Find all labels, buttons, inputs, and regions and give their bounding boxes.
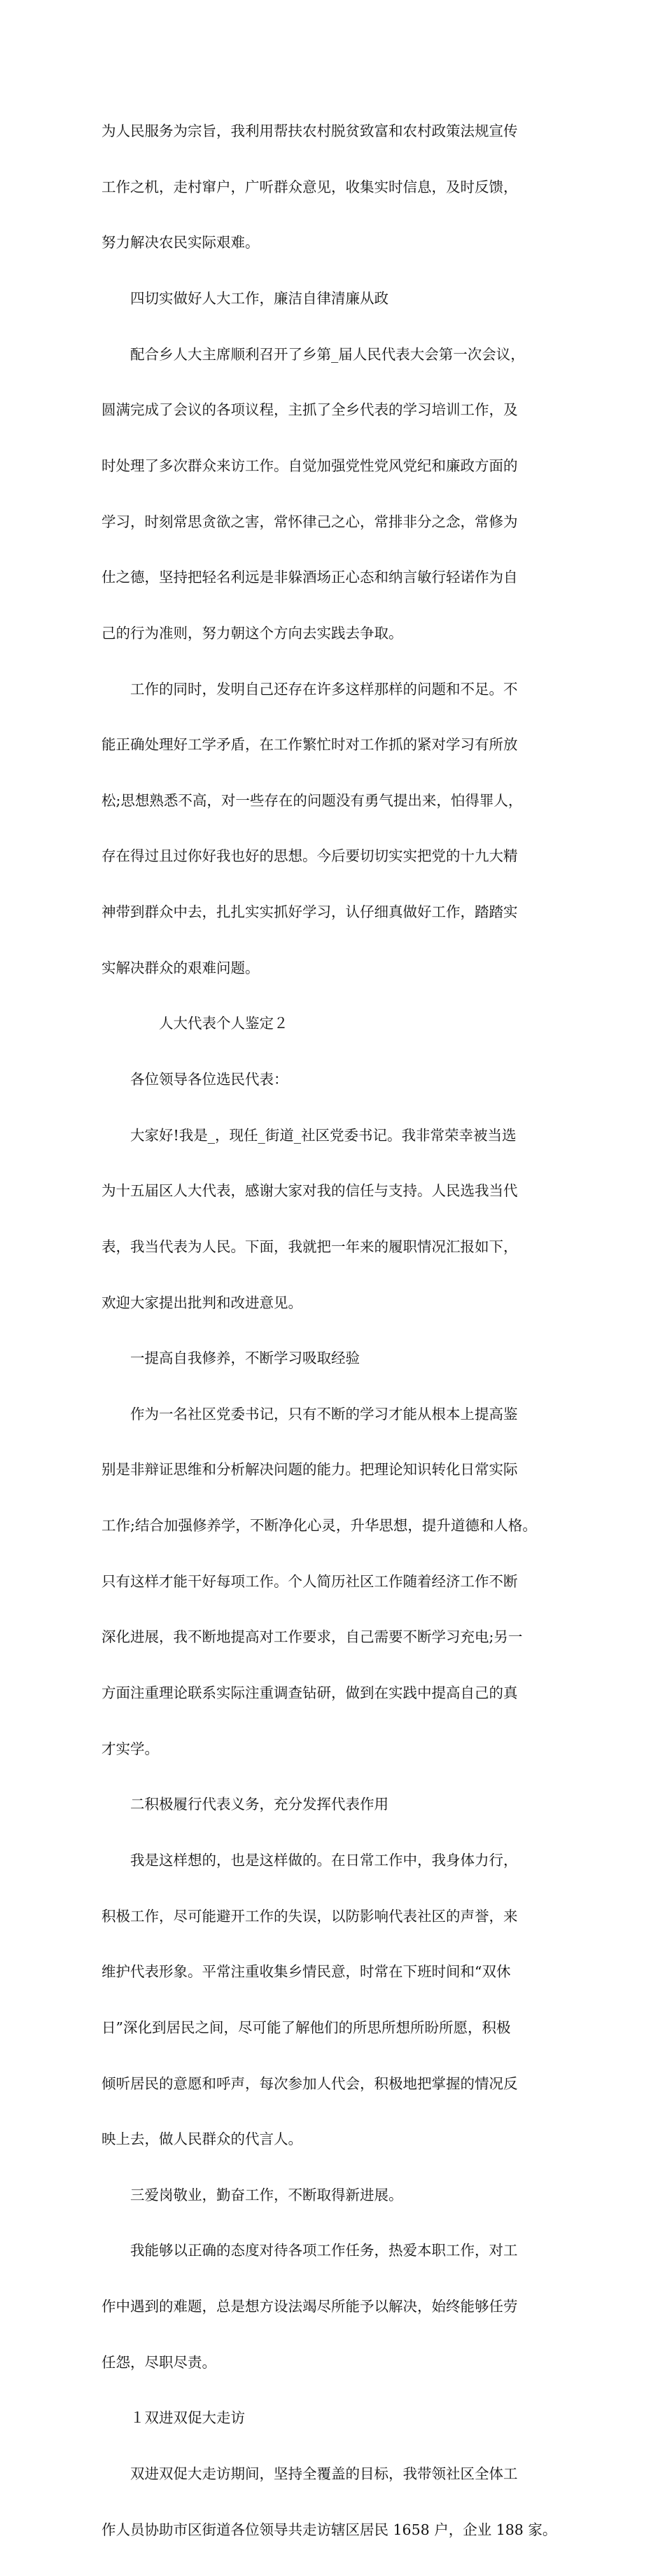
text-line: 作为一名社区党委书记，只有不断的学习才能从根本上提高鉴 [102, 1405, 518, 1422]
text-line: 表，我当代表为人民。下面，我就把一年来的履职情况汇报如下， [102, 1238, 518, 1255]
document-body [102, 85, 576, 2576]
text-line: 映上去，做人民群众的代言人。 [102, 2131, 302, 2148]
section-heading: １双进双促大走访 [102, 2409, 245, 2427]
text-line: 工作的同时，发明自己还存在许多这样那样的问题和不足。不 [102, 680, 518, 698]
document-title: 人大代表个人鉴定２ [102, 1015, 288, 1032]
text-line: 时处理了多次群众来访工作。自觉加强党性党风党纪和廉政方面的 [102, 457, 518, 474]
section-heading: 四切实做好人大工作，廉洁自律清廉从政 [102, 290, 388, 307]
document-page [102, 85, 576, 2576]
text-line: 积极工作，尽可能避开工作的失误，以防影响代表社区的声誉，来 [102, 1907, 518, 1925]
salutation: 各位领导各位选民代表： [102, 1070, 288, 1088]
text-line: 己的行为准则，努力朝这个方向去实践去争取。 [102, 624, 403, 642]
text-line: 为十五届区人大代表，感谢大家对我的信任与支持。人民选我当代 [102, 1182, 518, 1200]
text-line: 只有这样才能干好每项工作。个人简历社区工作随着经济工作不断 [102, 1572, 518, 1590]
section-heading: 三爱岗敬业，勤奋工作，不断取得新进展。 [102, 2186, 403, 2203]
text-line: 能正确处理好工学矛盾，在工作繁忙时对工作抓的紧对学习有所放 [102, 736, 518, 754]
text-line: 维护代表形象。平常注重收集乡情民意，时常在下班时间和“双休 [102, 1963, 511, 1981]
text-line: 工作之机，走村窜户，广听群众意见，收集实时信息，及时反馈， [102, 178, 518, 195]
text-line: 学习，时刻常思贪欲之害，常怀律己之心，常排非分之念，常修为 [102, 513, 518, 530]
text-line: 深化进展，我不断地提高对工作要求，自己需要不断学习充电;另一 [102, 1628, 523, 1646]
section-heading: 二积极履行代表义务，充分发挥代表作用 [102, 1796, 388, 1813]
text-line: 圆满完成了会议的各项议程，主抓了全乡代表的学习培训工作，及 [102, 401, 518, 419]
text-line: 松;思想熟悉不高，对一些存在的问题没有勇气提出来，怕得罪人， [102, 791, 523, 809]
text-line: 仕之德，坚持把轻名利远是非躲酒场正心态和纳言敏行轻诺作为自 [102, 569, 518, 586]
text-line: 存在得过且过你好我也好的思想。今后要切切实实把党的十九大精 [102, 847, 518, 865]
text-line: 欢迎大家提出批判和改进意见。 [102, 1294, 302, 1311]
text-line: 别是非辩证思维和分析解决问题的能力。把理论知识转化日常实际 [102, 1461, 518, 1479]
text-line: 努力解决农民实际艰难。 [102, 234, 260, 251]
text-line: 任怨，尽职尽责。 [102, 2353, 216, 2371]
section-heading: 一提高自我修养，不断学习吸取经验 [102, 1350, 360, 1367]
text-line: 倾听居民的意愿和呼声，每次参加人代会，积极地把掌握的情况反 [102, 2075, 518, 2092]
text-line: 我是这样想的，也是这样做的。在日常工作中，我身体力行， [102, 1851, 518, 1869]
text-line: 方面注重理论联系实际注重调查钻研，做到在实践中提高自己的真 [102, 1684, 518, 1702]
text-line: 才实学。 [102, 1740, 159, 1757]
text-line: 我能够以正确的态度对待各项工作任务，热爱本职工作，对工 [102, 2242, 518, 2259]
text-line: 实解决群众的艰难问题。 [102, 959, 260, 976]
text-line: 为人民服务为宗旨，我利用帮扶农村脱贫致富和农村政策法规宣传 [102, 123, 518, 140]
text-line: 日”深化到居民之间，尽可能了解他们的所思所想所盼所愿，积极 [102, 2018, 511, 2036]
text-line: 神带到群众中去，扎扎实实抓好学习，认仔细真做好工作，踏踏实 [102, 903, 518, 921]
text-line: 作中遇到的难题，总是想方设法竭尽所能予以解决，始终能够任劳 [102, 2298, 518, 2315]
text-line: 大家好!我是_，现任_街道_社区党委书记。我非常荣幸被当选 [102, 1126, 517, 1144]
text-line: 配合乡人大主席顺利召开了乡第_届人民代表大会第一次会议， [102, 345, 525, 363]
text-line: 作人员协助市区街道各位领导共走访辖区居民 1658 户，企业 188 家。 [102, 2521, 557, 2538]
text-line: 工作;结合加强修养学，不断净化心灵，升华思想，提升道德和人格。 [102, 1517, 537, 1535]
text-line: 双进双促大走访期间，坚持全覆盖的目标，我带领社区全体工 [102, 2465, 518, 2482]
